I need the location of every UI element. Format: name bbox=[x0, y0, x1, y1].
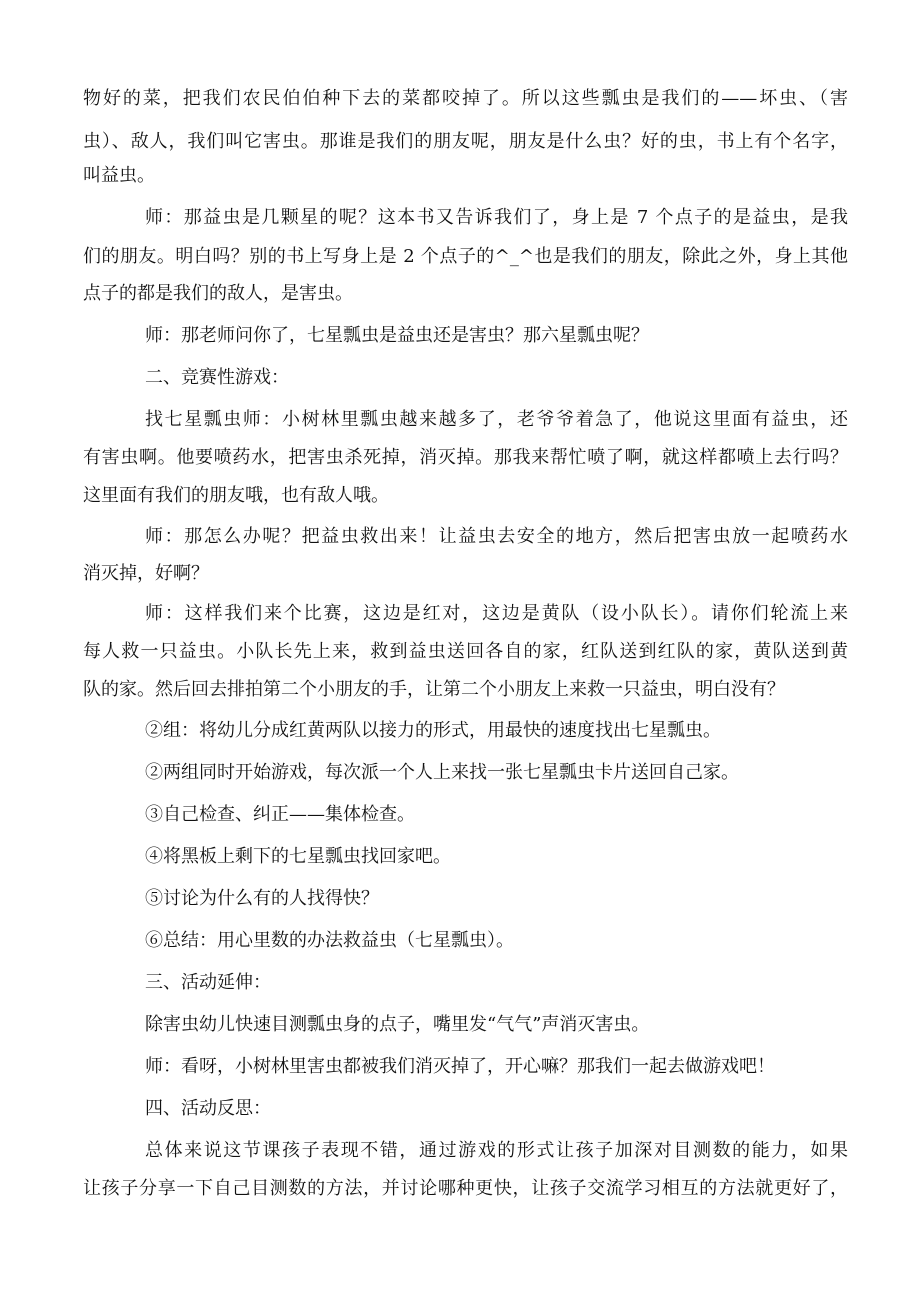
paragraph-line-12: 师：那怎么办呢？把益虫救出来！让益虫去安全的地方，然后把害虫放一起喷药水 bbox=[145, 526, 848, 547]
paragraph-line-11: 这里面有我们的朋友哦，也有敌人哦。 bbox=[83, 485, 389, 506]
paragraph-line-25: 师：看呀，小树林里害虫都被我们消灭掉了，开心嘛？那我们一起去做游戏吧！ bbox=[145, 1056, 775, 1077]
list-item-4: ④将黑板上剩下的七星瓢虫找回家吧。 bbox=[145, 846, 451, 867]
list-item-5: ⑤讨论为什么有的人找得快？ bbox=[145, 888, 379, 909]
paragraph-line-2: 虫）、敌人，我们叫它害虫。那谁是我们的朋友呢，朋友是什么虫？好的虫，书上有个名字， bbox=[83, 131, 848, 152]
section-heading-3: 三、活动延伸： bbox=[145, 972, 271, 993]
paragraph-line-28: 让孩子分享一下自己目测数的方法，并讨论哪种更快，让孩子交流学习相互的方法就更好了， bbox=[83, 1178, 848, 1199]
paragraph-line-5: 们的朋友。明白吗？别的书上写身上是 2 个点子的^_^也是我们的朋友，除此之外，身上其他 bbox=[83, 246, 848, 267]
paragraph-line-3: 叫益虫。 bbox=[83, 165, 155, 186]
paragraph-line-7: 师：那老师问你了，七星瓢虫是益虫还是害虫？那六星瓢虫呢？ bbox=[145, 325, 649, 346]
section-heading-2: 二、竞赛性游戏： bbox=[145, 367, 289, 388]
section-heading-4: 四、活动反思： bbox=[145, 1098, 271, 1119]
paragraph-line-4: 师：那益虫是几颗星的呢？这本书又告诉我们了，身上是 7 个点子的是益虫，是我 bbox=[145, 207, 848, 228]
paragraph-line-24: 除害虫幼儿快速目测瓢虫身的点子，嘴里发“气气”声消灭害虫。 bbox=[145, 1014, 650, 1035]
paragraph-line-15: 每人救一只益虫。小队长先上来，救到益虫送回各自的家，红队送到红队的家，黄队送到黄 bbox=[83, 641, 848, 662]
list-item-2: ②两组同时开始游戏，每次派一个人上来找一张七星瓢虫卡片送回自己家。 bbox=[145, 762, 739, 783]
paragraph-line-1: 物好的菜，把我们农民伯伯种下去的菜都咬掉了。所以这些瓢虫是我们的——坏虫、（害 bbox=[83, 88, 848, 109]
paragraph-line-6: 点子的都是我们的敌人，是害虫。 bbox=[83, 283, 353, 304]
paragraph-line-16: 队的家。然后回去排拍第二个小朋友的手，让第二个小朋友上来救一只益虫，明白没有？ bbox=[83, 679, 785, 700]
list-item-6: ⑥总结：用心里数的办法救益虫（七星瓢虫）。 bbox=[145, 930, 514, 951]
paragraph-line-10: 有害虫啊。他要喷药水，把害虫杀死掉，消灭掉。那我来帮忙喷了啊，就这样都喷上去行吗？ bbox=[83, 447, 848, 468]
list-item-1: ②组：将幼儿分成红黄两队以接力的形式，用最快的速度找出七星瓢虫。 bbox=[145, 720, 721, 741]
paragraph-line-14: 师：这样我们来个比赛，这边是红对，这边是黄队（设小队长）。请你们轮流上来 bbox=[145, 603, 848, 624]
paragraph-line-27: 总体来说这节课孩子表现不错，通过游戏的形式让孩子加深对目测数的能力，如果 bbox=[145, 1140, 848, 1161]
list-item-3: ③自己检查、纠正——集体检查。 bbox=[145, 804, 415, 825]
paragraph-line-9: 找七星瓢虫师：小树林里瓢虫越来越多了，老爷爷着急了，他说这里面有益虫，还 bbox=[145, 409, 848, 430]
paragraph-line-13: 消灭掉，好啊？ bbox=[83, 563, 209, 584]
